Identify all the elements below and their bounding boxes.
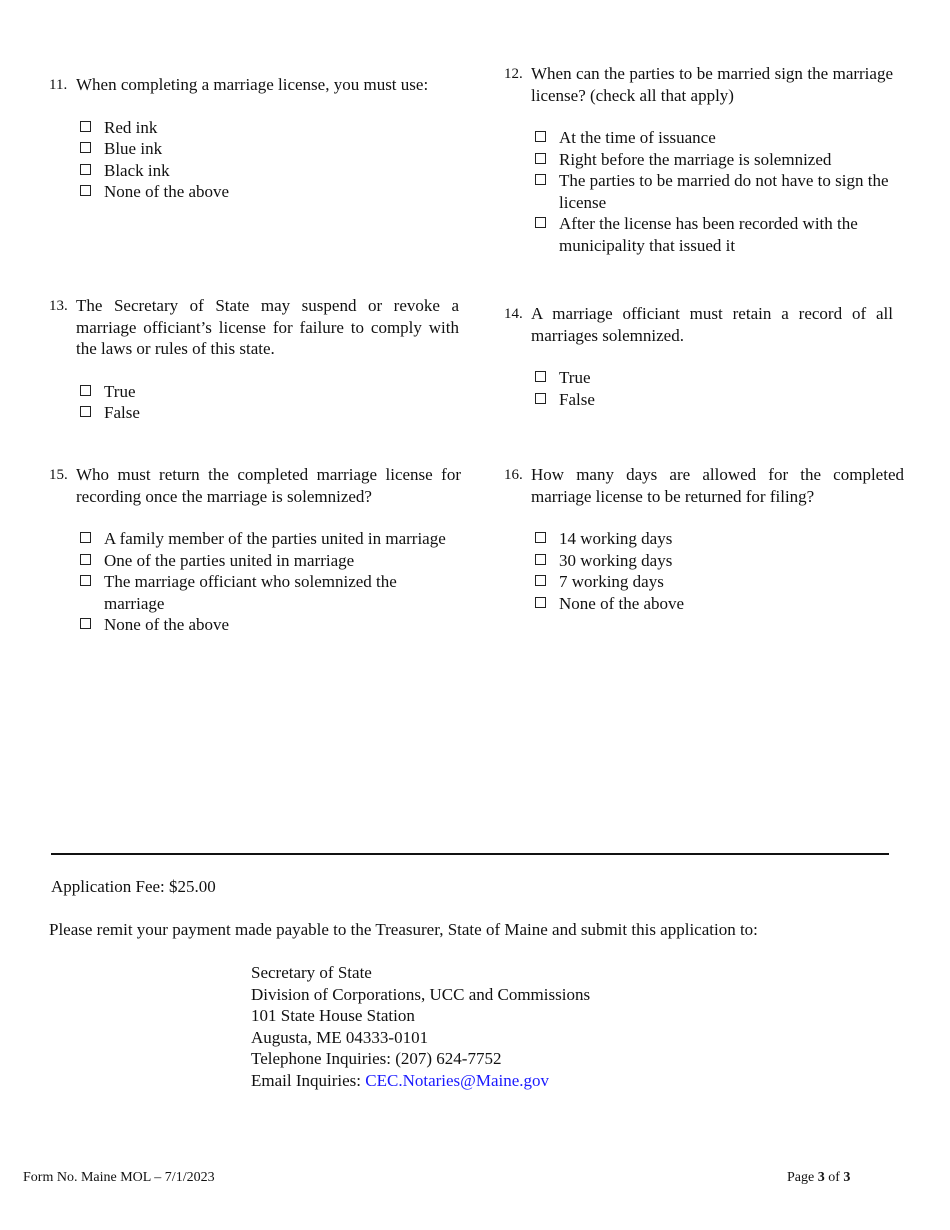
page-prefix: Page	[787, 1170, 818, 1185]
application-fee: Application Fee: $25.00	[51, 877, 216, 896]
question-number: 13.	[49, 298, 68, 314]
option[interactable]	[535, 367, 893, 389]
option[interactable]	[80, 181, 467, 203]
page-indicator	[787, 1167, 850, 1189]
option[interactable]	[80, 402, 459, 424]
question-prompt: The Secretary of State may suspend or revoke a marriage officiant’s license for failure to comply with the laws or rules of this state.	[76, 296, 459, 358]
option[interactable]	[535, 170, 893, 213]
options-list	[49, 381, 459, 424]
option[interactable]	[535, 550, 904, 572]
question-number: 12.	[504, 66, 523, 82]
question-number: 16.	[504, 467, 523, 483]
option[interactable]	[80, 614, 461, 636]
checkbox-icon[interactable]	[535, 217, 546, 228]
checkbox-icon[interactable]	[535, 532, 546, 543]
checkbox-icon[interactable]	[535, 153, 546, 164]
checkbox-icon[interactable]	[535, 554, 546, 565]
question-text	[49, 464, 461, 507]
page-current: 3	[817, 1170, 825, 1185]
question-prompt: How many days are allowed for the completed marriage license to be returned for filing?	[531, 465, 904, 506]
form-number: Form No. Maine MOL – 7/1/2023	[23, 1170, 215, 1185]
checkbox-icon[interactable]	[535, 575, 546, 586]
question-prompt: When completing a marriage license, you must use:	[76, 75, 429, 94]
options-list	[504, 127, 893, 256]
option[interactable]	[80, 160, 467, 182]
address-line: 101 State House Station	[251, 1006, 415, 1025]
checkbox-icon[interactable]	[80, 385, 91, 396]
checkbox-icon[interactable]	[535, 131, 546, 142]
remit-instructions: Please remit your payment made payable to the Treasurer, State of Maine and submit this application to:	[49, 920, 758, 939]
divider	[51, 853, 889, 855]
option-label: Blue ink	[104, 139, 163, 158]
question-number: 15.	[49, 467, 68, 483]
question-15	[49, 464, 461, 636]
option[interactable]	[80, 138, 467, 160]
option-label: False	[559, 389, 595, 409]
option[interactable]	[535, 593, 904, 615]
checkbox-icon[interactable]	[80, 164, 91, 175]
option-label: False	[104, 403, 140, 422]
checkbox-icon[interactable]	[535, 174, 546, 185]
question-number: 14.	[504, 306, 523, 322]
option-label: Red ink	[104, 117, 158, 137]
address-line: Division of Corporations, UCC and Commissions	[251, 984, 591, 1004]
checkbox-icon[interactable]	[80, 575, 91, 586]
option[interactable]	[80, 381, 459, 403]
option-label: One of the parties united in marriage	[104, 550, 355, 570]
option[interactable]	[80, 117, 467, 139]
phone-line: Telephone Inquiries: (207) 624-7752	[251, 1049, 502, 1068]
email-link[interactable]: CEC.Notaries@Maine.gov	[365, 1070, 550, 1090]
address-line: Secretary of State	[251, 963, 372, 982]
option[interactable]	[535, 389, 893, 411]
mailing-address	[251, 962, 590, 1091]
option-label: A family member of the parties united in marriage	[104, 529, 446, 548]
option-label: The parties to be married do not have to sign the license	[559, 171, 889, 212]
option-label: None of the above	[559, 593, 685, 613]
checkbox-icon[interactable]	[80, 618, 91, 629]
option-label: Right before the marriage is solemnized	[559, 149, 832, 169]
question-prompt: When can the parties to be married sign the marriage license? (check all that apply)	[531, 64, 893, 105]
option[interactable]	[80, 528, 461, 550]
page-total: 3	[843, 1170, 851, 1185]
checkbox-icon[interactable]	[80, 185, 91, 196]
question-text	[49, 74, 467, 96]
checkbox-icon[interactable]	[80, 142, 91, 153]
option-label: The marriage officiant who solemnized the marriage	[104, 572, 397, 613]
email-line	[251, 1070, 590, 1092]
checkbox-icon[interactable]	[80, 121, 91, 132]
question-prompt: Who must return the completed marriage license for recording once the marriage is solemnized?	[76, 465, 461, 506]
options-list	[49, 117, 467, 203]
option[interactable]	[80, 550, 461, 572]
question-text	[49, 295, 459, 360]
checkbox-icon[interactable]	[80, 554, 91, 565]
question-13	[49, 295, 459, 424]
question-prompt: A marriage officiant must retain a record of all marriages solemnized.	[531, 304, 893, 345]
option-label: Black ink	[104, 160, 170, 180]
question-text	[504, 464, 904, 507]
option-label: None of the above	[104, 615, 230, 634]
question-text	[504, 303, 893, 346]
option[interactable]	[535, 213, 893, 256]
checkbox-icon[interactable]	[535, 597, 546, 608]
checkbox-icon[interactable]	[535, 393, 546, 404]
option-label: At the time of issuance	[559, 128, 716, 147]
question-number: 11.	[49, 77, 68, 93]
option-label: True	[559, 368, 591, 387]
options-list	[49, 528, 461, 636]
option[interactable]	[535, 571, 904, 593]
options-list	[504, 367, 893, 410]
option[interactable]	[535, 149, 893, 171]
option[interactable]	[80, 571, 461, 614]
question-11	[49, 74, 467, 203]
checkbox-icon[interactable]	[80, 532, 91, 543]
page-of: of	[824, 1170, 844, 1185]
question-12	[504, 63, 893, 256]
option[interactable]	[535, 528, 904, 550]
checkbox-icon[interactable]	[535, 371, 546, 382]
option[interactable]	[535, 127, 893, 149]
option-label: True	[104, 381, 136, 401]
question-14	[504, 303, 893, 410]
address-line: Augusta, ME 04333-0101	[251, 1027, 429, 1047]
option-label: None of the above	[104, 182, 230, 201]
checkbox-icon[interactable]	[80, 406, 91, 417]
option-label: 7 working days	[559, 572, 664, 591]
email-label: Email Inquiries:	[251, 1070, 366, 1090]
question-text	[504, 63, 893, 106]
question-16	[504, 464, 904, 614]
option-label: 30 working days	[559, 550, 673, 570]
option-label: After the license has been recorded with the municipality that issued it	[559, 214, 858, 255]
option-label: 14 working days	[559, 529, 673, 548]
options-list	[504, 528, 904, 614]
